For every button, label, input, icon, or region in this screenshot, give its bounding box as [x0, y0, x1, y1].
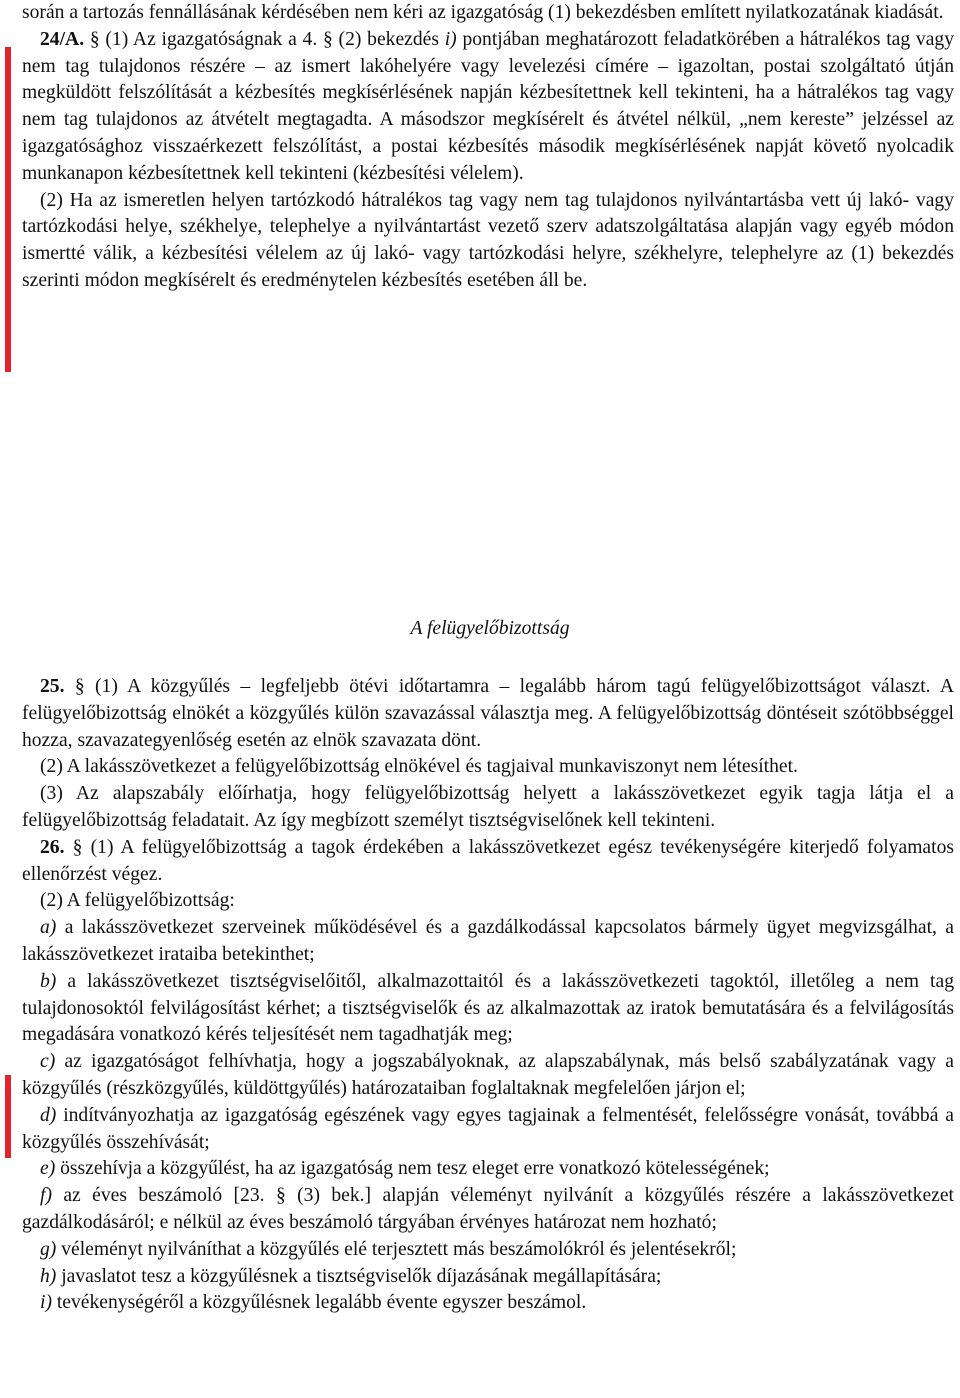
paragraph-25-1: 25. § (1) A közgyűlés – legfeljebb ötévi időtartamra – legalább három tagú felügyelőbizottságot választ. A felügyelőbizottság elnökét a közgyűlés külön szavazással választja meg. A felügyelőbizottság döntéseit szótöbbséggel hozza, szavazategyenlőség esetén az elnök szavazata dönt.: [22, 676, 954, 751]
section-heading: A felügyelőbizottság: [410, 618, 570, 639]
paragraph-26-1: 26. § (1) A felügyelőbizottság a tagok érdekében a lakásszövetkezet egész tevékenységére kiterjedő folyamatos ellenőrzést végez.: [22, 836, 954, 885]
section-number: 24/A.: [40, 28, 85, 50]
list-item: a) a lakásszövetkezet szerveinek működésével és a gazdálkodással kapcsolatos bármely ügyet megvizsgálhat, a lakásszövetkezet irataiba betekinthet;: [22, 917, 954, 965]
list-item: c) az igazgatóságot felhívhatja, hogy a jogszabályoknak, az alapszabálynak, más belső szabályzatának vagy a közgyűlés (részközgyűlés, küldöttgyűlés) határozataiban foglaltaknak megfelelően járjon el;: [22, 1051, 954, 1099]
list-item: h) javaslatot tesz a közgyűlésnek a tisztségviselők díjazásának megállapítására;: [40, 1265, 662, 1287]
paragraph-24a-2: (2) Ha az ismeretlen helyen tartózkodó hátralékos tag vagy nem tag tulajdonos nyilvántartásba vett új lakó- vagy tartózkodási helye, székhelye, telephelye a nyilvántartást vezető szerv adatszolgáltatása alapján vagy egyéb módon ismertté válik, a kézbesítési vélelem az új lakó- vagy tartózkodási helyre, székhelyre, telephelyre az (1) bekezdés szerinti módon megkísérelt és eredménytelen kézbesítés esetében áll be.: [22, 189, 954, 291]
paragraph-26-2: (2) A felügyelőbizottság:: [40, 890, 235, 912]
change-marker-bar: [5, 47, 11, 372]
point-reference: i): [444, 28, 457, 50]
list-item: f) az éves beszámoló [23. § (3) bek.] alapján véleményt nyilvánít a közgyűlés részére a lakásszövetkezet gazdálkodásáról; e nélkül az éves beszámoló tárgyában érvényes határozat nem hozható;: [22, 1185, 954, 1233]
list-item: d) indítványozhatja az igazgatóság egészének vagy egyes tagjainak a felmentését, felelősségre vonását, továbbá a közgyűlés összehívását;: [22, 1104, 954, 1153]
list-item: g) véleményt nyilváníthat a közgyűlés elé terjesztett más beszámolókról és jelentésekről;: [40, 1238, 737, 1260]
paragraph-25-2: (2) A lakásszövetkezet a felügyelőbizottság elnökével és tagjaival munkaviszonyt nem létesíthet.: [40, 756, 798, 778]
list-item: b) a lakásszövetkezet tisztségviselőitől, alkalmazottaitól és a lakásszövetkezeti tagoktól, illetőleg a nem tag tulajdonosoktól felvilágosítást kérhet; a tisztségviselők és az alkalmazottak az iratok bemutatására és a felvilágosítás megadására vonatkozó kérés teljesítését nem tagadhatják meg;: [22, 970, 954, 1046]
paragraph-25-3: (3) Az alapszabály előírhatja, hogy felügyelőbizottság helyett a lakásszövetkezet egyik tagja látja el a felügyelőbizottság feladatait. Az így megbízott személyt tisztségviselőnek kell tekinteni.: [22, 783, 954, 831]
section-25-26: [22, 674, 954, 1317]
paragraph-24a-1: 24/A. § (1) Az igazgatóságnak a 4. § (2) bekezdés i) pontjában meghatározott feladatkörében a hátralékos tag vagy nem tag tulajdonos részére – az ismert lakóhelyére vagy levelezési címére – igazoltan, postai szolgáltató útján megküldött felszólítását a kézbesítés megkísérlésének napján kézbesítettnek kell tekinteni, ha a hátralékos tag vagy nem tag tulajdonos az átvételt megtagadta. A másodszor megkísérelt és átvétel nélkül, „nem kereste” jelzéssel az igazgatósághoz visszaérkezett felszólítást, a postai kézbesítés második megkísérlésének napját követő nyolcadik munkanapon kézbesítettnek kell tekinteni (kézbesítési vélelem).: [22, 28, 954, 184]
section-number: 26.: [40, 836, 65, 858]
section-number: 25.: [40, 676, 65, 697]
paragraph-continuation: során a tartozás fennállásának kérdésében nem kéri az igazgatóság (1) bekezdésben említett nyilatkozatának kiadását.: [22, 2, 944, 23]
section-24a: [22, 0, 954, 295]
change-marker-bar: [5, 1075, 11, 1158]
list-item: e) összehívja a közgyűlést, ha az igazgatóság nem tesz eleget erre vonatkozó kötelességének;: [40, 1158, 770, 1180]
list-item: i) tevékenységéről a közgyűlésnek legalább évente egyszer beszámol.: [40, 1292, 587, 1314]
